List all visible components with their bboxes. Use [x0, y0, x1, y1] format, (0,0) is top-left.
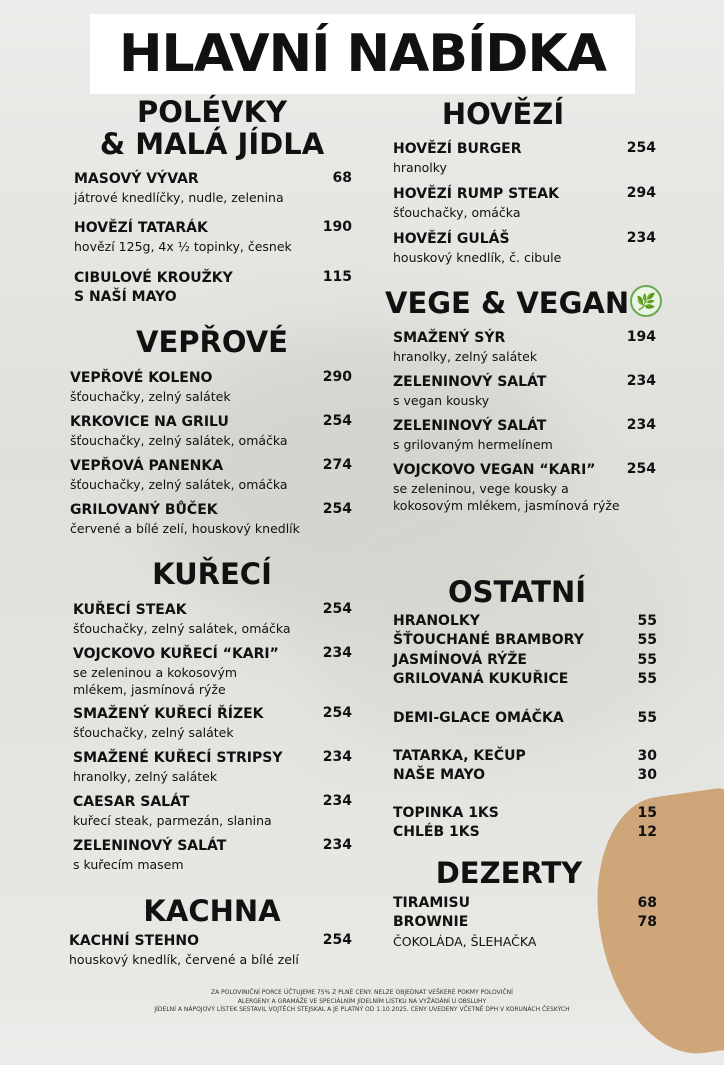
item-price: 30 — [637, 767, 657, 783]
item-name: DEMI-GLACE OMÁČKA — [393, 710, 564, 726]
item-price: 234 — [322, 793, 352, 809]
menu-item — [70, 369, 352, 405]
item-description: kuřecí steak, parmezán, slanina — [73, 813, 272, 828]
menu-item — [73, 705, 352, 741]
side-item — [393, 804, 657, 823]
item-price: 55 — [637, 613, 657, 629]
item-description: hranolky, zelný salátek — [393, 349, 538, 364]
item-name: CAESAR SALÁT — [73, 794, 190, 810]
item-price: 194 — [626, 329, 656, 345]
side-item — [393, 823, 657, 842]
item-price: 78 — [637, 914, 657, 930]
dessert-note: ČOKOLÁDA, ŠLEHAČKA — [393, 934, 537, 949]
item-price: 254 — [322, 501, 352, 517]
item-name: TOPINKA 1KS — [393, 805, 499, 821]
side-item — [393, 612, 657, 631]
item-name: TIRAMISU — [393, 895, 470, 911]
item-name: VEPŘOVÁ PANENKA — [70, 458, 224, 474]
side-item — [393, 747, 657, 766]
menu-item — [74, 170, 352, 206]
item-name: CIBULOVÉ KROUŽKY S NAŠÍ MAYO — [74, 270, 233, 305]
menu-item — [74, 219, 352, 255]
item-name: VOJCKOVO VEGAN “KARI” — [393, 462, 596, 478]
item-price: 234 — [322, 837, 352, 853]
item-name: HOVĚZÍ RUMP STEAK — [393, 186, 559, 202]
item-description: houskový knedlík, červené a bílé zelí — [69, 952, 299, 967]
item-description: šťouchačky, zelný salátek — [70, 389, 231, 404]
menu-item — [393, 140, 656, 176]
item-price: 234 — [322, 645, 352, 661]
item-name: TATARKA, KEČUP — [393, 748, 526, 764]
item-price: 55 — [637, 710, 657, 726]
item-name: HRANOLKY — [393, 613, 480, 629]
item-price: 55 — [637, 652, 657, 668]
footer-notes — [0, 989, 724, 1015]
item-price: 190 — [322, 219, 352, 235]
item-description: červené a bílé zelí, houskový knedlík — [70, 521, 300, 536]
menu-item — [73, 645, 352, 698]
menu-item — [393, 329, 656, 365]
item-name: HOVĚZÍ GULÁŠ — [393, 231, 510, 247]
side-item — [393, 670, 657, 689]
item-name: ZELENINOVÝ SALÁT — [73, 838, 227, 854]
item-description: hovězí 125g, 4x ½ topinky, česnek — [74, 239, 292, 254]
item-name: ŠŤOUCHANÉ BRAMBORY — [393, 632, 584, 648]
menu-item — [69, 932, 352, 968]
dessert-item — [393, 894, 657, 913]
menu-item — [393, 417, 656, 453]
menu-item — [73, 837, 352, 873]
footer-line: JÍDELNÍ A NÁPOJOVÝ LÍSTEK SESTAVIL VOJTĚCH STEJSKAL A JE PLATNÝ OD 1.10.2025. CENY UVEDENY VČETNĚ DPH V KORUNÁCH ČESKÝCH — [154, 1006, 570, 1013]
section-heading-vege: VEGE & VEGAN — [385, 286, 630, 320]
item-name: VOJCKOVO KUŘECÍ “KARI” — [73, 646, 279, 662]
item-name: KRKOVICE NA GRILU — [70, 414, 229, 430]
item-name: BROWNIE — [393, 914, 469, 930]
item-price: 12 — [637, 824, 657, 840]
item-price: 254 — [322, 932, 352, 948]
item-price: 234 — [322, 749, 352, 765]
menu-item — [70, 457, 352, 493]
item-price: 254 — [322, 705, 352, 721]
item-description: šťouchačky, omáčka — [393, 205, 521, 220]
item-description: hranolky, zelný salátek — [73, 769, 218, 784]
item-name: GRILOVANÁ KUKUŘICE — [393, 671, 569, 687]
section-heading-kureci: KUŘECÍ — [152, 557, 272, 591]
menu-item — [393, 230, 656, 266]
item-price: 294 — [626, 185, 656, 201]
item-name: VEPŘOVÉ KOLENO — [70, 370, 213, 386]
item-description: játrové knedlíčky, nudle, zelenina — [74, 190, 284, 205]
item-name: SMAŽENÉ KUŘECÍ STRIPSY — [73, 750, 283, 766]
item-name: KACHNÍ STEHNO — [69, 933, 200, 949]
footer-line: ALERGENY A GRAMÁŽE VE SPECIÁLNÍM JÍDELNÍM LÍSTKU NA VYŽÁDÁNÍ U OBSLUHY — [237, 997, 487, 1005]
item-description: šťouchačky, zelný salátek, omáčka — [73, 621, 291, 636]
side-item — [393, 631, 657, 650]
item-description: s grilovaným hermelínem — [393, 437, 553, 452]
menu-item — [70, 413, 352, 449]
item-description: se zeleninou, vege kousky a kokosovým mlékem, jasmínová rýže — [393, 481, 620, 513]
menu-item — [393, 185, 656, 221]
menu-item — [73, 793, 352, 829]
item-price: 274 — [322, 457, 352, 473]
item-price: 55 — [637, 632, 657, 648]
item-description: s kuřecím masem — [73, 857, 184, 872]
item-description: se zeleninou a kokosovým mlékem, jasmínová rýže — [73, 665, 238, 697]
item-price: 68 — [637, 895, 657, 911]
item-name: NAŠE MAYO — [393, 767, 486, 783]
menu-item — [393, 373, 656, 409]
vegan-leaf-icon: 🌿 — [630, 285, 662, 317]
section-heading-polevky: & MALÁ JÍDLA — [99, 127, 325, 161]
item-price: 115 — [322, 269, 352, 285]
item-name: SMAŽENÝ KUŘECÍ ŘÍZEK — [73, 706, 264, 722]
item-name: CHLÉB 1KS — [393, 824, 480, 840]
item-name: SMAŽENÝ SÝR — [393, 330, 506, 346]
menu-item — [70, 501, 352, 537]
side-item — [393, 709, 657, 728]
item-description: houskový knedlík, č. cibule — [393, 250, 562, 265]
item-price: 234 — [626, 417, 656, 433]
item-description: s vegan kousky — [393, 393, 490, 408]
footer-line: ZA POLOVINIČNÍ PORCE ÚČTUJEME 75% Z PLNÉ CENY. NELZE OBJEDNAT VEŠKERÉ POKMY POLOVIČNÍ — [211, 989, 513, 996]
item-description: šťouchačky, zelný salátek, omáčka — [70, 477, 288, 492]
menu-item — [74, 269, 352, 307]
item-price: 254 — [322, 601, 352, 617]
section-heading-dezerty: DEZERTY — [435, 856, 583, 890]
section-heading-hovezi: HOVĚZÍ — [441, 97, 565, 131]
section-heading-kachna: KACHNA — [143, 894, 281, 928]
item-price: 234 — [626, 230, 656, 246]
item-name: HOVĚZÍ BURGER — [393, 141, 522, 157]
side-item — [393, 766, 657, 785]
item-price: 254 — [626, 140, 656, 156]
section-heading-ostatni: OSTATNÍ — [447, 575, 587, 609]
section-heading-polevky: POLÉVKY — [136, 95, 288, 129]
menu-item — [393, 461, 656, 514]
item-name: ZELENINOVÝ SALÁT — [393, 418, 547, 434]
item-name: JASMÍNOVÁ RÝŽE — [393, 652, 527, 668]
item-name: ZELENINOVÝ SALÁT — [393, 374, 547, 390]
item-price: 290 — [322, 369, 352, 385]
item-description: hranolky — [393, 160, 447, 175]
item-price: 68 — [332, 170, 352, 186]
item-name: GRILOVANÝ BŮČEK — [70, 502, 218, 518]
item-price: 254 — [626, 461, 656, 477]
item-price: 234 — [626, 373, 656, 389]
item-name: HOVĚZÍ TATARÁK — [74, 220, 208, 236]
menu-item — [73, 601, 352, 637]
page-title: HLAVNÍ NABÍDKA — [118, 24, 607, 84]
item-name: MASOVÝ VÝVAR — [74, 171, 199, 187]
section-heading-veprove: VEPŘOVÉ — [136, 325, 288, 359]
item-description: šťouchačky, zelný salátek — [73, 725, 234, 740]
item-price: 254 — [322, 413, 352, 429]
item-price: 15 — [637, 805, 657, 821]
item-name: KUŘECÍ STEAK — [73, 602, 187, 618]
item-description: šťouchačky, zelný salátek, omáčka — [70, 433, 288, 448]
item-price: 55 — [637, 671, 657, 687]
menu-item — [73, 749, 352, 785]
dessert-item — [393, 913, 657, 932]
side-item — [393, 651, 657, 670]
item-price: 30 — [637, 748, 657, 764]
